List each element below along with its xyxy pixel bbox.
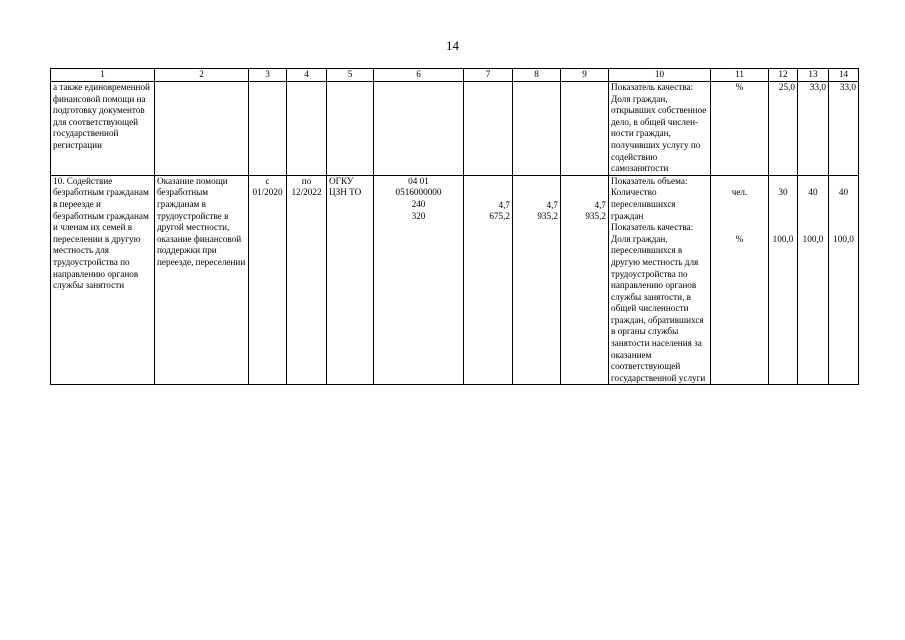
header-cell: 2 (155, 69, 249, 82)
budget-code-line: 320 (411, 210, 426, 221)
volume-indicator: Показатель объема: Количество переселившихся граждан (611, 175, 688, 221)
start-period: с 01/2020 (249, 175, 287, 385)
budget-classification (374, 175, 464, 385)
funding-line: 4,7 (498, 199, 510, 210)
end-period: по 12/2022 (287, 175, 327, 385)
header-cell: 1 (51, 69, 155, 82)
header-cell: 3 (249, 69, 287, 82)
indicator-unit: % (711, 82, 769, 176)
indicator-value-2020 (769, 175, 798, 385)
empty-cell (513, 82, 561, 176)
activity-description: а также единовременной финансовой помощи на подготовку документов для соответствующей государственной регистрации (51, 82, 155, 176)
funding-line: 935,2 (585, 211, 606, 222)
volume-unit: чел. (731, 187, 748, 198)
indicator-value-2021 (798, 175, 829, 385)
empty-cell (327, 82, 374, 176)
quality-indicator: Показатель качества: Доля граждан, переселившихся в другую местность для трудоустройства по направлению органов службы занятости, в общей численности граждан, обратившихся в органы службы занятости населения за оказанием соответствующей государственной услуги (611, 222, 706, 383)
budget-code-line: 04 01 (408, 175, 429, 186)
indicator-text: Показатель качества: Доля граждан, открывших собственное дело, в общей числен- ности граждан, получивших услугу по содействию самозанятости (609, 82, 711, 176)
indicator-value-2020: 25,0 (769, 82, 798, 176)
empty-cell (374, 82, 464, 176)
page-number: 14 (446, 38, 459, 53)
funding-2022 (561, 175, 609, 385)
activity-content: Оказание помощи безработным гражданам в трудоустройстве в другой местности, оказание финансовой поддержки при переезде, переселении (155, 175, 249, 385)
quality-value: 100,0 (833, 233, 854, 244)
header-cell: 5 (327, 69, 374, 82)
indicator-text (609, 175, 711, 385)
indicator-value-2021: 33,0 (798, 82, 829, 176)
budget-code-line: 0516000000 (395, 187, 442, 198)
header-cell: 6 (374, 69, 464, 82)
empty-cell (464, 82, 513, 176)
empty-cell (561, 82, 609, 176)
header-cell: 14 (829, 69, 859, 82)
funding-line: 935,2 (537, 211, 558, 222)
header-cell: 9 (561, 69, 609, 82)
volume-value: 30 (778, 187, 788, 198)
header-cell: 7 (464, 69, 513, 82)
table-row (51, 175, 859, 385)
funding-line: 4,7 (594, 199, 606, 210)
indicator-value-2022 (829, 175, 859, 385)
volume-value: 40 (808, 187, 818, 198)
quality-value: 100,0 (772, 233, 794, 244)
header-cell: 8 (513, 69, 561, 82)
funding-line: 675,2 (489, 211, 510, 222)
header-cell: 4 (287, 69, 327, 82)
header-cell: 12 (769, 69, 798, 82)
funding-2020 (464, 175, 513, 385)
header-cell: 13 (798, 69, 829, 82)
executor: ОГКУ ЦЗН ТО (327, 175, 374, 385)
funding-line: 4,7 (546, 199, 558, 210)
indicator-value-2022: 33,0 (829, 82, 859, 176)
table-row (51, 82, 859, 176)
header-cell: 11 (711, 69, 769, 82)
funding-2021 (513, 175, 561, 385)
empty-cell (155, 82, 249, 176)
header-row (51, 69, 859, 82)
indicator-unit (711, 175, 769, 385)
quality-unit: % (735, 233, 744, 244)
program-table (50, 68, 859, 385)
empty-cell (287, 82, 327, 176)
header-cell: 10 (609, 69, 711, 82)
volume-value: 40 (838, 187, 849, 198)
activity-description: 10. Содействие безработным гражданам в переезде и безработным гражданам и членам их семей в переселении в другую местность для трудоустройства по направлению органов службы занятости (51, 175, 155, 385)
quality-value: 100,0 (802, 233, 824, 244)
empty-cell (249, 82, 287, 176)
budget-code-line: 240 (411, 198, 426, 209)
